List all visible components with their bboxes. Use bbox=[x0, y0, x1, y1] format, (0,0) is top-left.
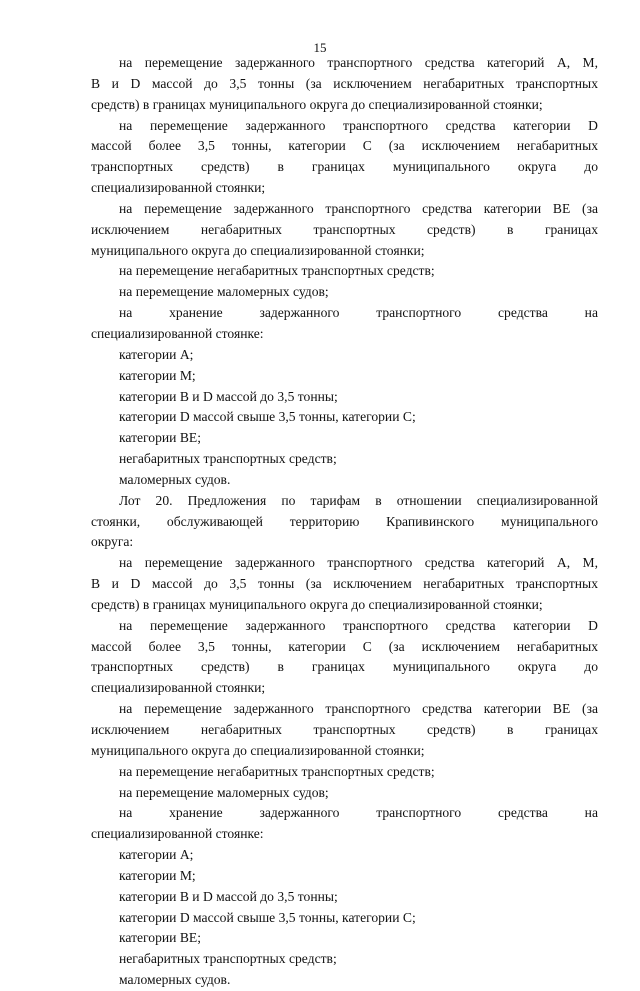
text-line: категории А; bbox=[119, 847, 194, 863]
text-line: специализированной стоянке: bbox=[91, 325, 264, 341]
text-line: средств) в границах муниципального округа до специализированной стоянки; bbox=[91, 96, 543, 112]
text-line: категории В и D массой до 3,5 тонны; bbox=[119, 888, 338, 904]
page-number: 15 bbox=[313, 40, 327, 55]
text-line: округа: bbox=[91, 534, 134, 550]
text-line: массой более 3,5 тонны, категории С (за исключением негабаритных bbox=[91, 138, 598, 154]
text-line: негабаритных транспортных средств; bbox=[119, 951, 337, 967]
text-line: на перемещение задержанного транспортного средства категории D bbox=[119, 617, 598, 633]
text-line: средств) в границах муниципального округа до специализированной стоянки; bbox=[91, 596, 543, 612]
text-line: на перемещение задержанного транспортного средства категорий А, М, bbox=[119, 555, 598, 571]
text-line: специализированной стоянке: bbox=[91, 826, 264, 842]
text-line: муниципального округа до специализированной стоянки; bbox=[91, 742, 425, 758]
text-line: специализированной стоянки; bbox=[91, 180, 266, 196]
text-line: категории В и D массой до 3,5 тонны; bbox=[119, 388, 338, 404]
text-line: массой более 3,5 тонны, категории С (за исключением негабаритных bbox=[91, 638, 598, 654]
text-line: стоянки, обслуживающей территорию Крапивинского муниципального bbox=[91, 513, 598, 529]
text-line: В и D массой до 3,5 тонны (за исключением негабаритных транспортных bbox=[91, 75, 598, 91]
text-line: на перемещение задержанного транспортного средства категории ВЕ (за bbox=[119, 200, 598, 216]
text-line: на перемещение задержанного транспортного средства категории D bbox=[119, 117, 598, 133]
text-line: на хранение задержанного транспортного средства на bbox=[119, 805, 598, 821]
text-line: негабаритных транспортных средств; bbox=[119, 451, 337, 467]
text-line: на перемещение задержанного транспортного средства категории ВЕ (за bbox=[119, 701, 598, 717]
text-line: маломерных судов. bbox=[119, 972, 231, 988]
text-line: муниципального округа до специализированной стоянки; bbox=[91, 242, 425, 258]
text-line: категории М; bbox=[119, 367, 196, 383]
text-line: специализированной стоянки; bbox=[91, 680, 266, 696]
text-line: категории D массой свыше 3,5 тонны, категории С; bbox=[119, 409, 416, 425]
text-line: на перемещение негабаритных транспортных средств; bbox=[119, 763, 435, 779]
text-line: категории ВЕ; bbox=[119, 930, 201, 946]
text-line: на перемещение маломерных судов; bbox=[119, 284, 329, 300]
text-line: категории D массой свыше 3,5 тонны, категории С; bbox=[119, 909, 416, 925]
text-line: исключением негабаритных транспортных средств) в границах bbox=[91, 722, 598, 737]
text-line: на перемещение маломерных судов; bbox=[119, 784, 329, 800]
text-line: транспортных средств) в границах муниципального округа до bbox=[91, 659, 598, 675]
text-line: категории ВЕ; bbox=[119, 430, 201, 446]
text-line: на хранение задержанного транспортного средства на bbox=[119, 305, 598, 321]
text-line: категории А; bbox=[119, 346, 194, 362]
text-line: на перемещение задержанного транспортного средства категорий А, М, bbox=[119, 55, 598, 70]
text-line: категории М; bbox=[119, 867, 196, 883]
text-line: Лот 20. Предложения по тарифам в отношении специализированной bbox=[119, 492, 598, 508]
text-line: транспортных средств) в границах муниципального округа до bbox=[91, 159, 598, 175]
text-line: на перемещение негабаритных транспортных средств; bbox=[119, 263, 435, 279]
text-line: В и D массой до 3,5 тонны (за исключением негабаритных транспортных bbox=[91, 576, 598, 592]
document-body bbox=[91, 53, 598, 991]
text-line: исключением негабаритных транспортных средств) в границах bbox=[91, 221, 598, 237]
text-line: маломерных судов. bbox=[119, 471, 231, 487]
